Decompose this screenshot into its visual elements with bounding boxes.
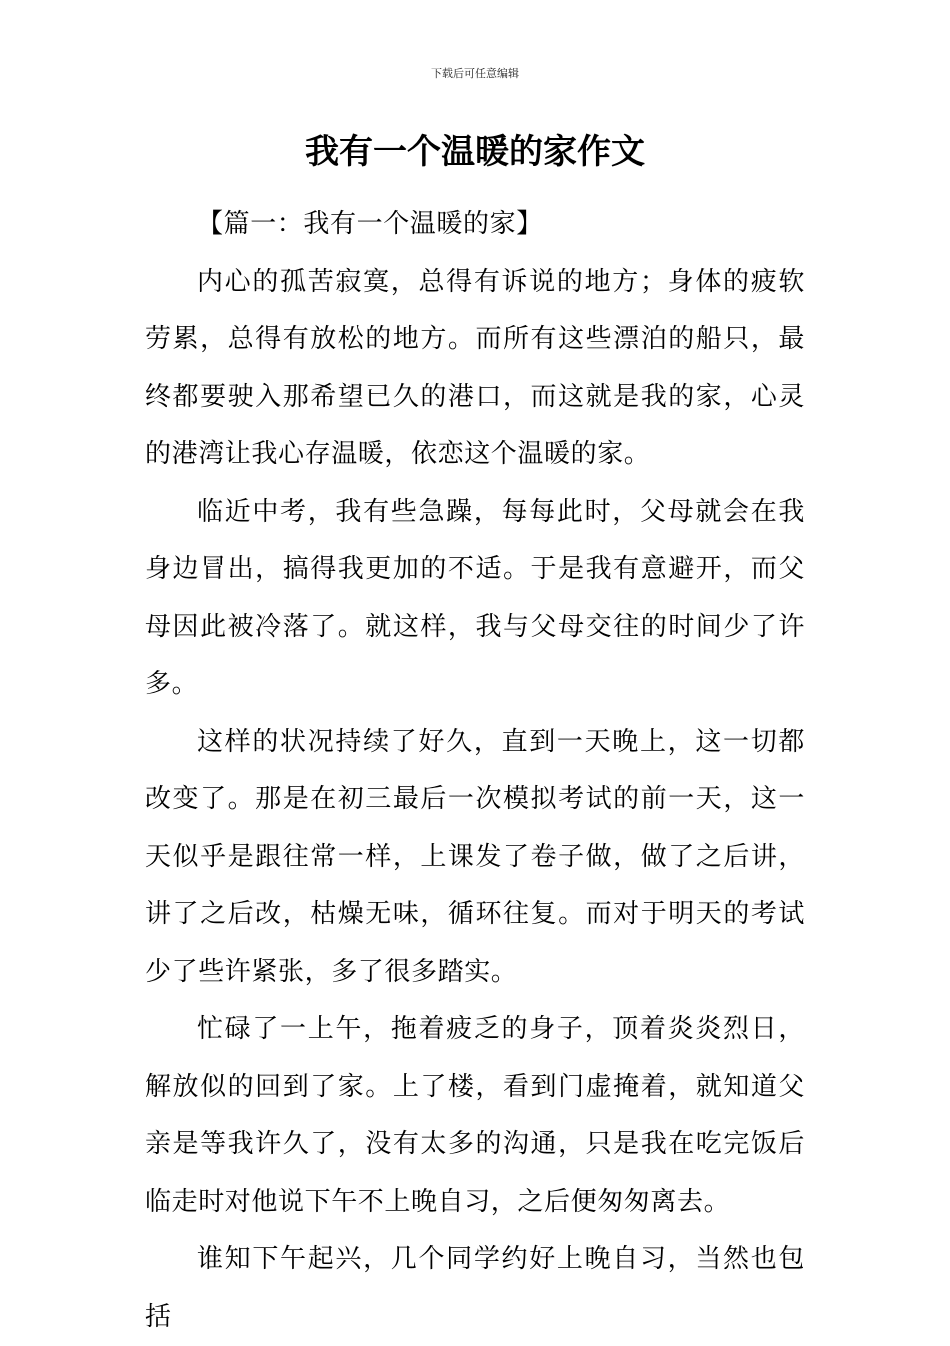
document-body — [145, 196, 805, 1346]
document-title: 我有一个温暖的家作文 — [305, 132, 645, 172]
paragraph-4: 忙碌了一上午，拖着疲乏的身子，顶着炎炎烈日，解放似的回到了家。上了楼，看到门虚掩着，就知道父亲是等我许久了，没有太多的沟通，只是我在吃完饭后临走时对他说下午不上晚自习，之后便匆匆离去。 — [145, 1014, 805, 1217]
paragraph-2: 临近中考，我有些急躁，每每此时，父母就会在我身边冒出，搞得我更加的不适。于是我有意避开，而父母因此被冷落了。就这样，我与父母交往的时间少了许多。 — [145, 496, 805, 699]
section-heading: 【篇一：我有一个温暖的家】 — [197, 209, 543, 239]
paragraph-5: 谁知下午起兴，几个同学约好上晚自习，当然也包括 — [145, 1244, 805, 1332]
header-note: 下载后可任意编辑 — [431, 67, 519, 80]
paragraph-1: 内心的孤苦寂寞，总得有诉说的地方；身体的疲软劳累，总得有放松的地方。而所有这些漂泊的船只，最终都要驶入那希望已久的港口，而这就是我的家，心灵的港湾让我心存温暖，依恋这个温暖的家。 — [145, 266, 805, 469]
paragraph-3: 这样的状况持续了好久，直到一天晚上，这一切都改变了。那是在初三最后一次模拟考试的前一天，这一天似乎是跟往常一样，上课发了卷子做，做了之后讲，讲了之后改，枯燥无味，循环往复。而对于明天的考试少了些许紧张，多了很多踏实。 — [145, 726, 805, 987]
